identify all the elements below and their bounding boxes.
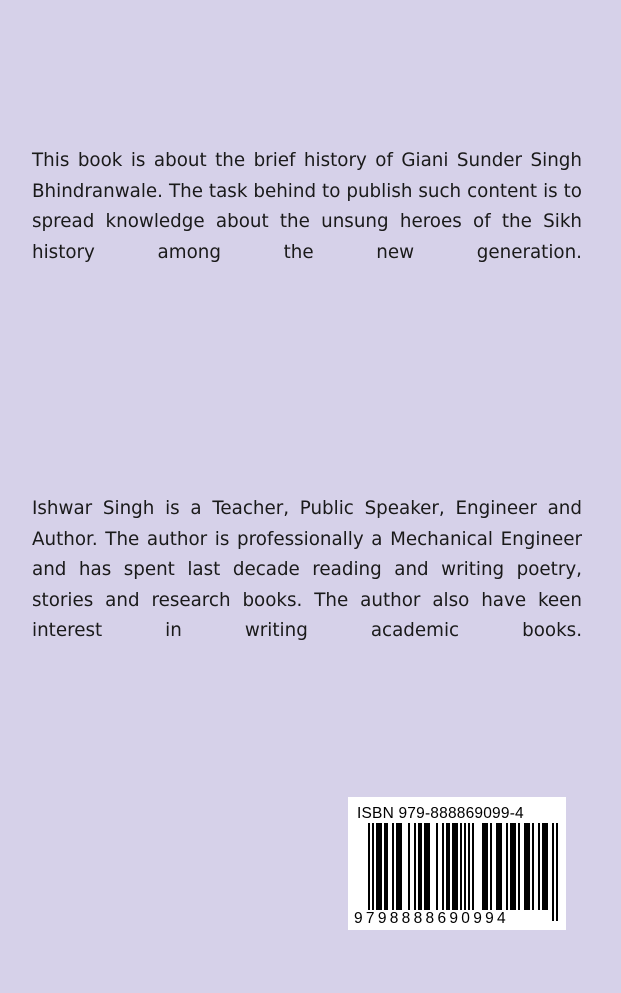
barcode-bar: [436, 823, 438, 910]
isbn-barcode: [348, 797, 566, 930]
barcode-bar: [396, 823, 402, 910]
barcode-bar: [408, 823, 410, 910]
barcode-bar: [446, 823, 450, 910]
barcode-digits: 9798888690994: [354, 910, 509, 927]
barcode-bar: [418, 823, 422, 910]
barcode-bar: [518, 823, 520, 910]
barcode-bar: [510, 823, 516, 910]
barcode-bar: [542, 823, 548, 910]
barcode-bar: [376, 823, 382, 910]
barcode-bar: [452, 823, 458, 910]
barcode-bar: [392, 823, 394, 910]
barcode-bar: [414, 823, 416, 910]
barcode-bar: [496, 823, 502, 910]
barcode-bar: [464, 823, 466, 921]
book-description: This book is about the brief history of Giani Sunder Singh Bhindranwale. The task behind to publish such content is to spread knowledge about the unsung heroes of the Sikh history among the new generation.: [32, 150, 582, 263]
barcode-bar: [468, 823, 470, 910]
barcode-bar: [532, 823, 534, 910]
barcode-bar: [524, 823, 530, 910]
barcode-bar: [472, 823, 474, 910]
barcode-bar: [424, 823, 430, 910]
barcode-bar: [556, 823, 558, 921]
barcode-bar: [552, 823, 554, 921]
barcode-bar: [460, 823, 462, 921]
barcode-bar: [384, 823, 388, 910]
barcode-bar: [490, 823, 492, 910]
barcode-bar: [538, 823, 540, 910]
barcode-bar: [368, 823, 370, 921]
barcode-bar: [482, 823, 488, 910]
barcode-bar: [442, 823, 444, 910]
barcode-bar: [372, 823, 374, 921]
isbn-label: ISBN 979-888869099-4: [357, 805, 524, 822]
barcode-bar: [506, 823, 508, 910]
author-bio: Ishwar Singh is a Teacher, Public Speaker, Engineer and Author. The author is professionally a Mechanical Engineer and has spent last decade reading and writing poetry, stories and research books. The author also have keen interest in writing academic books.: [32, 498, 582, 642]
